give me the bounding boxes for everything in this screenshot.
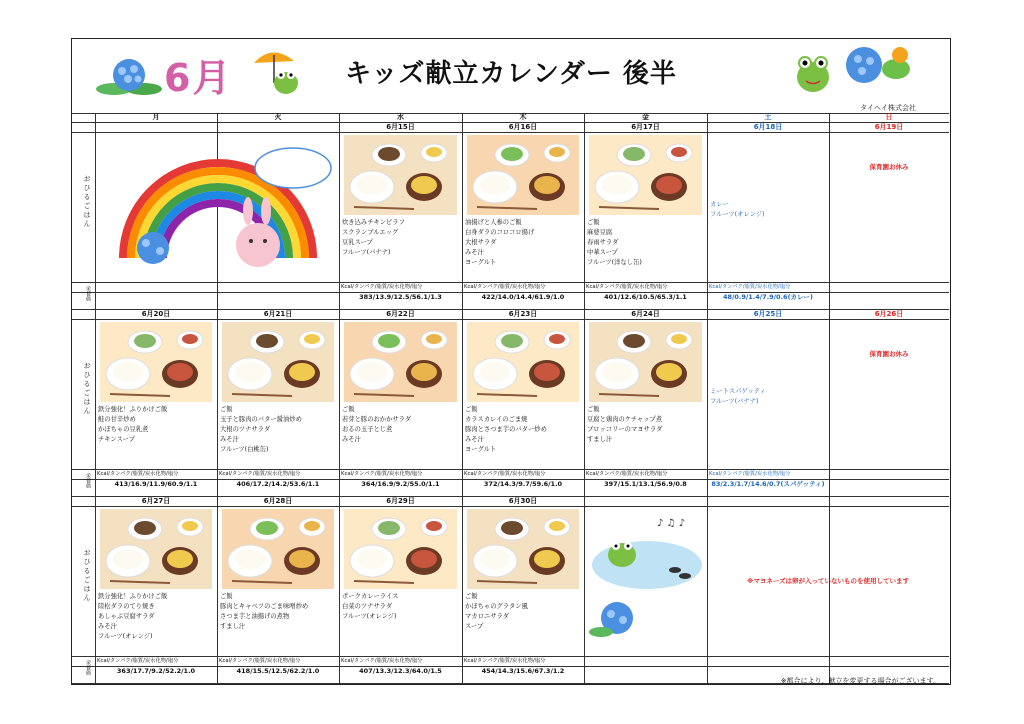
nutrition-header: Kcal/タンパク/脂質/炭水化物/塩分 — [464, 471, 546, 477]
frog-icon — [792, 49, 834, 95]
date-label: 6月24日 — [631, 310, 660, 318]
meal-photo — [222, 509, 334, 589]
menu-item: 陸松ダラのてり焼き — [98, 603, 155, 611]
menu-item: ポークカレーライス — [342, 593, 399, 600]
date-label: 6月27日 — [141, 497, 171, 505]
nutrition-header: Kcal/タンパク/脂質/炭水化物/塩分 — [464, 658, 546, 664]
menu-item: スープ — [465, 623, 484, 631]
menu-item: ヨーグルト — [465, 446, 497, 454]
menu-item: フルーツ(バナナ) — [342, 249, 391, 257]
grid-line — [72, 506, 949, 507]
lunch-row-label: おひるごはん — [83, 549, 91, 603]
day-header-1: 火 — [274, 113, 282, 121]
menu-list — [465, 218, 534, 268]
menu-item: 中華スープ — [587, 249, 618, 257]
menu-calendar-sheet — [71, 38, 951, 685]
nutrition-row-label: 栄養価 — [85, 472, 91, 488]
menu-item: みそ汁 — [220, 436, 239, 444]
meal-photo — [467, 135, 579, 215]
grid-line — [217, 113, 218, 122]
nutrition-header: Kcal/タンパク/脂質/炭水化物/塩分 — [341, 284, 423, 290]
nutrition-row-label: 栄養価 — [85, 285, 91, 301]
menu-item: さつま芋と油揚げの煮物 — [220, 613, 290, 621]
menu-item: おるの玉子とじ煮 — [342, 426, 393, 434]
day-header-3: 木 — [519, 113, 527, 121]
closed-note: 保育園お休み — [869, 163, 909, 171]
date-label: 6月20日 — [141, 310, 171, 318]
grid-line — [829, 122, 830, 309]
date-label: 6月17日 — [631, 123, 660, 131]
date-label: 6月30日 — [508, 497, 538, 505]
grid-line — [462, 496, 463, 683]
menu-item: 白身ダラのコロコロ揚げ — [465, 229, 535, 237]
date-label: 6月21日 — [263, 310, 293, 318]
date-label: 6月29日 — [386, 497, 415, 505]
grid-line — [95, 309, 96, 496]
menu-item: ミートスパゲッティ — [710, 388, 766, 395]
calendar-grid — [72, 113, 950, 686]
date-label: 6月22日 — [386, 310, 415, 318]
grid-line — [829, 309, 830, 496]
menu-item: みそ汁 — [98, 623, 117, 631]
menu-item: 春雨サラダ — [587, 239, 619, 247]
grid-line — [339, 122, 340, 309]
menu-list — [587, 218, 642, 268]
menu-item: みそ汁 — [465, 249, 484, 257]
menu-item: フルーツ(洋なし缶) — [587, 259, 642, 267]
menu-item: みそ汁 — [342, 436, 361, 444]
grid-line — [95, 113, 96, 122]
svg-text:♪ ♫ ♪: ♪ ♫ ♪ — [657, 518, 686, 529]
menu-list — [98, 405, 167, 445]
menu-item: 大根のツナサラダ — [220, 426, 271, 434]
nutrition-header: Kcal/タンパク/脂質/炭水化物/塩分 — [709, 471, 791, 477]
menu-item: チキンスープ — [98, 436, 135, 444]
grid-line — [462, 113, 463, 122]
lunch-row-label: おひるごはん — [83, 175, 91, 229]
menu-item: ご飯 — [587, 219, 600, 226]
menu-item: 豆腐と鶏肉のケチャップ煮 — [587, 416, 663, 424]
menu-item: 油揚げと人参のご飯 — [465, 219, 522, 226]
menu-list — [710, 387, 766, 407]
grid-line — [707, 113, 708, 122]
menu-list — [465, 405, 547, 455]
grid-line — [462, 122, 463, 309]
nutrition-header: Kcal/タンパク/脂質/炭水化物/塩分 — [97, 658, 179, 664]
meal-photo — [100, 509, 212, 589]
menu-item: 豆乳スープ — [342, 239, 373, 247]
menu-item: ご飯 — [220, 593, 233, 600]
menu-list — [587, 405, 662, 445]
menu-item: 玉子と豚肉のバター醤油炒め — [220, 416, 302, 424]
menu-item: 豚肉とキャベツのごま味噌炒め — [220, 603, 309, 611]
nutrition-header: Kcal/タンパク/脂質/炭水化物/塩分 — [586, 284, 668, 290]
menu-list — [342, 218, 405, 258]
rainbow-bunny-illustration — [98, 133, 333, 273]
nutrition-row-label: 栄養価 — [85, 659, 91, 675]
nutrition-header: Kcal/タンパク/脂質/炭水化物/塩分 — [219, 471, 301, 477]
menu-item: フルーツ(オレンジ) — [342, 613, 397, 621]
hydrangea-icon — [840, 43, 918, 89]
closed-note: 保育園お休み — [869, 350, 909, 358]
menu-item: カラスカレイのごま焼 — [465, 416, 528, 424]
menu-item: ご飯 — [220, 406, 233, 413]
meal-photo — [100, 322, 212, 402]
menu-item: ご飯 — [465, 593, 478, 600]
menu-item: すまし汁 — [220, 623, 246, 631]
meal-photo — [344, 135, 457, 215]
day-header-4: 金 — [642, 113, 649, 121]
menu-item: すまし汁 — [587, 436, 613, 444]
grid-line — [95, 122, 96, 309]
meal-photo — [344, 322, 457, 402]
date-label: 6月19日 — [874, 123, 904, 131]
menu-item: 白菜のツナサラダ — [342, 603, 393, 611]
grid-line — [829, 496, 830, 683]
nutrition-value: 454/14.3/15.6/67.3/1.2 — [481, 667, 565, 675]
menu-item: フルーツ(オレンジ) — [98, 633, 153, 641]
day-header-6: 日 — [885, 113, 893, 121]
frog-pond-illustration — [587, 510, 705, 640]
menu-item: フルーツ(白桃缶) — [220, 446, 269, 454]
month-label: 6月 — [164, 56, 233, 100]
lunch-row-label: おひるごはん — [83, 362, 91, 416]
nutrition-value: 418/15.5/12.5/62.2/1.0 — [236, 667, 320, 675]
grid-line — [707, 309, 708, 496]
grid-line — [584, 309, 585, 496]
menu-list — [710, 200, 764, 220]
menu-item: 鮭の甘辛炒め — [98, 416, 136, 424]
day-header-2: 水 — [397, 113, 404, 121]
menu-item: かぼちゃのグラタン風 — [465, 603, 528, 611]
nutrition-header: Kcal/タンパク/脂質/炭水化物/塩分 — [586, 471, 668, 477]
date-label: 6月23日 — [508, 310, 538, 318]
grid-line — [339, 496, 340, 683]
grid-line — [217, 309, 218, 496]
meal-photo — [467, 322, 579, 402]
nutrition-value: 422/14.0/14.4/61.9/1.0 — [481, 293, 565, 301]
nutrition-value: 401/12.6/10.5/65.3/1.1 — [604, 293, 687, 301]
nutrition-header: Kcal/タンパク/脂質/炭水化物/塩分 — [341, 658, 423, 664]
grid-line — [707, 496, 708, 683]
menu-item: 麻婆豆腐 — [587, 229, 613, 237]
nutrition-value: 406/17.2/14.2/53.6/1.1 — [236, 480, 320, 488]
meal-photo — [589, 322, 702, 402]
date-label: 6月25日 — [753, 310, 783, 318]
nutrition-value: 407/13.3/12.3/64.0/1.5 — [359, 667, 442, 675]
nutrition-value: 83/2.3/1.7/14.6/0.7(スパゲッティ) — [711, 480, 825, 488]
grid-line — [707, 122, 708, 309]
menu-item: 鉄分強化！ふりかけご飯 — [98, 406, 168, 413]
footnote: ※都合により、献立を変更する場合がございます。 — [780, 677, 940, 685]
menu-item: ご飯 — [465, 406, 478, 413]
menu-list — [220, 592, 308, 632]
meal-photo — [589, 135, 702, 215]
menu-item: カレー — [710, 201, 729, 208]
menu-list — [220, 405, 302, 455]
menu-item: ブロッコリーのマヨサラダ — [587, 426, 663, 434]
menu-item: マカロニサラダ — [465, 613, 510, 621]
menu-item: ご飯 — [342, 406, 355, 413]
grid-line — [72, 319, 949, 320]
grid-line — [339, 113, 340, 122]
menu-list — [465, 592, 528, 632]
menu-item: 若芽と豚のおかかサラダ — [342, 416, 412, 424]
date-label: 6月16日 — [508, 123, 538, 131]
nutrition-header: Kcal/タンパク/脂質/炭水化物/塩分 — [464, 284, 546, 290]
menu-list — [342, 592, 398, 622]
menu-item: フルーツ(バナナ) — [710, 398, 759, 406]
date-label: 6月15日 — [386, 123, 415, 131]
menu-item: 鉄分強化！ふりかけご飯 — [98, 593, 168, 600]
grid-line — [584, 113, 585, 122]
menu-item: ヨーグルト — [465, 259, 497, 267]
mayonnaise-notice: ※マヨネーズは卵が入っていないものを使用しています — [747, 577, 909, 585]
nutrition-value: 413/16.9/11.9/60.9/1.1 — [114, 480, 198, 488]
company-name: タイヘイ株式会社 — [860, 104, 916, 112]
meal-photo — [222, 322, 334, 402]
grid-line — [217, 496, 218, 683]
nutrition-value: 372/14.3/9.7/59.6/1.0 — [483, 480, 563, 488]
day-header-5: 土 — [764, 113, 772, 121]
nutrition-value: 383/13.9/12.5/56.1/1.3 — [359, 293, 442, 301]
nutrition-value: 363/17.7/9.2/52.2/1.0 — [116, 667, 196, 675]
menu-item: あしゃぶ豆腐サラダ — [98, 613, 155, 621]
grid-line — [584, 496, 585, 683]
menu-item: ご飯 — [587, 406, 600, 413]
nutrition-header: Kcal/タンパク/脂質/炭水化物/塩分 — [97, 471, 179, 477]
menu-item: スクランブルエッグ — [342, 229, 399, 237]
nutrition-header: Kcal/タンパク/脂質/炭水化物/塩分 — [341, 471, 423, 477]
date-label: 6月26日 — [874, 310, 904, 318]
title-area — [72, 39, 950, 113]
nutrition-value: 48/0.9/1.4/7.9/0.6(カレー) — [722, 293, 814, 301]
date-label: 6月18日 — [753, 123, 783, 131]
menu-item: 炊き込みチキンピラフ — [342, 219, 405, 226]
menu-item: みそ汁 — [465, 436, 484, 444]
menu-list — [98, 592, 167, 642]
menu-item: かぼちゃの豆乳煮 — [98, 426, 149, 434]
grid-line — [584, 122, 585, 309]
grid-line — [462, 309, 463, 496]
menu-item: 大根サラダ — [465, 239, 497, 247]
nutrition-value: 364/16.9/9.2/55.0/1.1 — [361, 480, 440, 488]
page-title: キッズ献立カレンダー 後半 — [345, 59, 677, 89]
grid-line — [95, 496, 96, 683]
date-label: 6月28日 — [263, 497, 293, 505]
nutrition-header: Kcal/タンパク/脂質/炭水化物/塩分 — [219, 658, 301, 664]
nutrition-value: 397/15.1/13.1/56.9/0.8 — [604, 480, 687, 488]
day-header-0: 月 — [152, 113, 160, 121]
menu-item: 豚肉とさつま芋のバター炒め — [465, 426, 547, 434]
nutrition-header: Kcal/タンパク/脂質/炭水化物/塩分 — [709, 284, 791, 290]
meal-photo — [467, 509, 579, 589]
menu-list — [342, 405, 411, 445]
menu-item: フルーツ(オレンジ) — [710, 211, 765, 219]
grid-line — [829, 113, 830, 122]
meal-photo — [344, 509, 457, 589]
grid-line — [339, 309, 340, 496]
